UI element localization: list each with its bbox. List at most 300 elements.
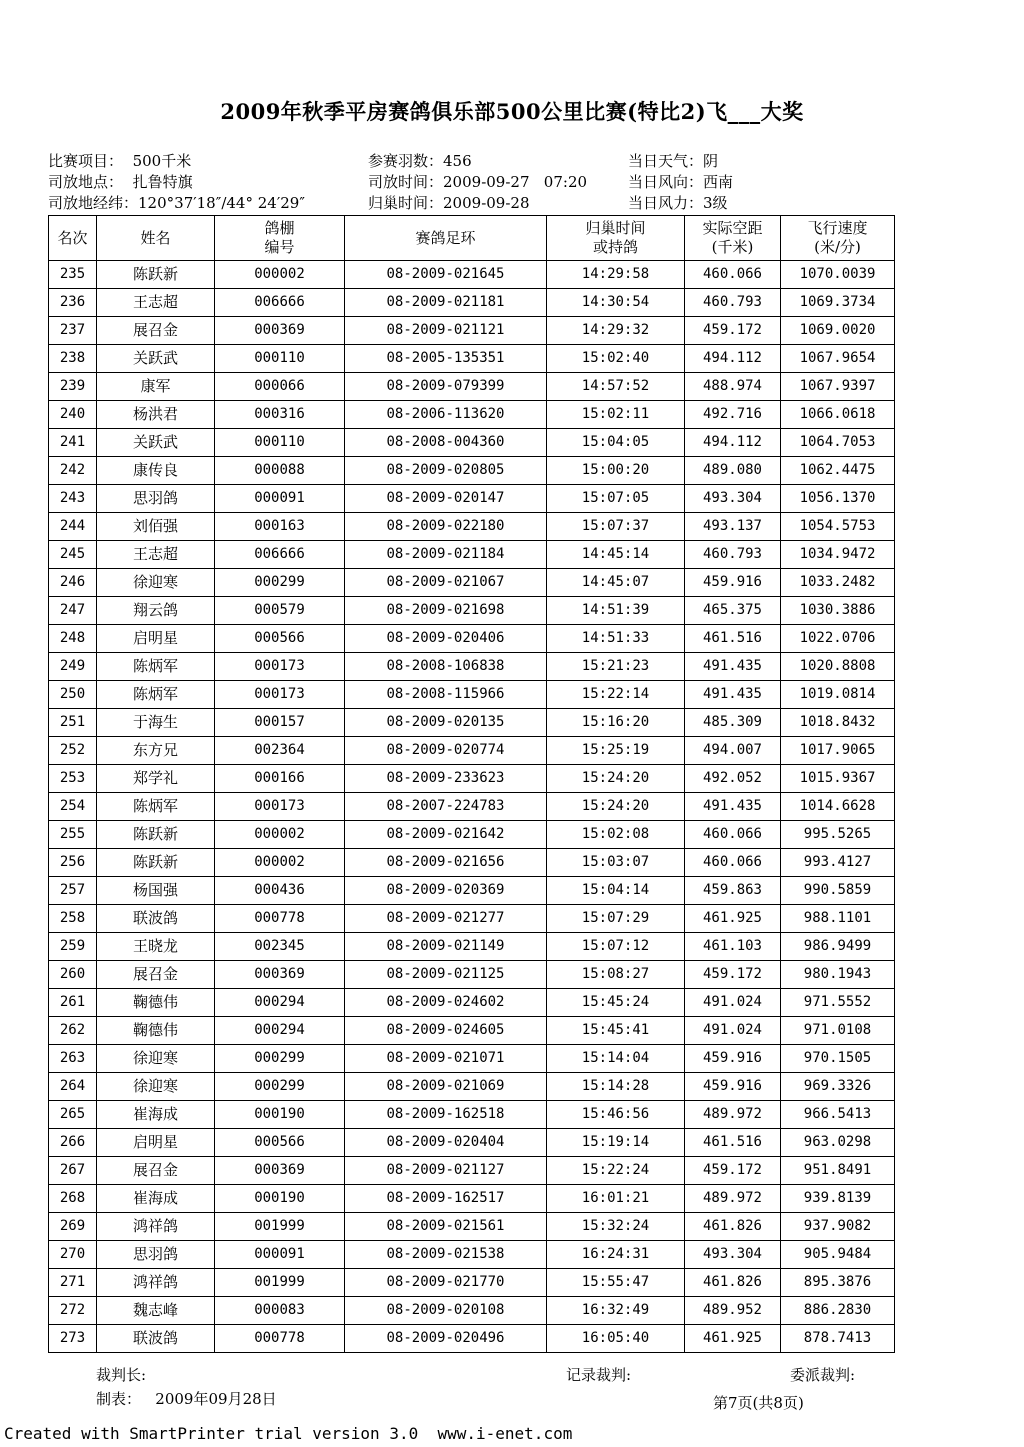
distance-cell: 493.304 xyxy=(685,1241,781,1269)
distance-cell: 494.112 xyxy=(685,345,781,373)
name-cell: 王晓龙 xyxy=(97,933,215,961)
name-cell: 联波鸽 xyxy=(97,1325,215,1353)
speed-cell: 951.8491 xyxy=(781,1157,895,1185)
distance-cell: 491.435 xyxy=(685,793,781,821)
ring-cell: 08-2009-020406 xyxy=(345,625,547,653)
loft-id-cell: 000190 xyxy=(215,1101,345,1129)
speed-cell: 905.9484 xyxy=(781,1241,895,1269)
table-row xyxy=(49,1157,895,1185)
loft-id-cell: 000157 xyxy=(215,709,345,737)
info-release xyxy=(368,171,587,192)
rank-cell: 273 xyxy=(49,1325,97,1353)
table-row xyxy=(49,289,895,317)
return-time-cell: 15:07:29 xyxy=(547,905,685,933)
distance-cell: 461.925 xyxy=(685,1325,781,1353)
ring-cell: 08-2005-135351 xyxy=(345,345,547,373)
header-ring: 赛鸽足环 xyxy=(345,216,547,261)
table-row xyxy=(49,653,895,681)
info-project xyxy=(48,150,191,171)
info-place xyxy=(48,171,193,192)
return-time-cell: 15:22:14 xyxy=(547,681,685,709)
return-time-cell: 15:14:28 xyxy=(547,1073,685,1101)
rank-cell: 262 xyxy=(49,1017,97,1045)
table-row xyxy=(49,1073,895,1101)
ring-cell: 08-2009-021181 xyxy=(345,289,547,317)
speed-cell: 1067.9397 xyxy=(781,373,895,401)
distance-cell: 459.916 xyxy=(685,569,781,597)
speed-cell: 993.4127 xyxy=(781,849,895,877)
coord-value: 120°37′18″/44° 24′29″ xyxy=(138,194,305,212)
ring-cell: 08-2009-020369 xyxy=(345,877,547,905)
ring-cell: 08-2009-020496 xyxy=(345,1325,547,1353)
speed-cell: 937.9082 xyxy=(781,1213,895,1241)
table-row xyxy=(49,765,895,793)
rank-cell: 247 xyxy=(49,597,97,625)
rank-cell: 269 xyxy=(49,1213,97,1241)
distance-cell: 460.793 xyxy=(685,289,781,317)
table-row xyxy=(49,933,895,961)
speed-cell: 939.8139 xyxy=(781,1185,895,1213)
speed-cell: 986.9499 xyxy=(781,933,895,961)
loft-id-cell: 002364 xyxy=(215,737,345,765)
return-time-cell: 15:16:20 xyxy=(547,709,685,737)
loft-id-cell: 000778 xyxy=(215,1325,345,1353)
name-cell: 鞠德伟 xyxy=(97,989,215,1017)
return-time-cell: 15:19:14 xyxy=(547,1129,685,1157)
ring-cell: 08-2009-021149 xyxy=(345,933,547,961)
ring-cell: 08-2009-021184 xyxy=(345,541,547,569)
name-cell: 徐迎寒 xyxy=(97,1045,215,1073)
rank-cell: 263 xyxy=(49,1045,97,1073)
speed-cell: 971.0108 xyxy=(781,1017,895,1045)
place-label: 司放地点： xyxy=(48,173,124,191)
distance-cell: 461.826 xyxy=(685,1213,781,1241)
loft-id-cell: 000566 xyxy=(215,625,345,653)
name-cell: 于海生 xyxy=(97,709,215,737)
distance-cell: 459.863 xyxy=(685,877,781,905)
speed-cell: 1067.9654 xyxy=(781,345,895,373)
results-table xyxy=(48,215,895,1353)
distance-cell: 459.172 xyxy=(685,317,781,345)
ring-cell: 08-2008-106838 xyxy=(345,653,547,681)
table-row xyxy=(49,1213,895,1241)
rank-cell: 238 xyxy=(49,345,97,373)
return-time-cell: 14:30:54 xyxy=(547,289,685,317)
speed-cell: 895.3876 xyxy=(781,1269,895,1297)
loft-id-cell: 000091 xyxy=(215,485,345,513)
name-cell: 思羽鸽 xyxy=(97,485,215,513)
table-row xyxy=(49,1325,895,1353)
loft-id-cell: 000002 xyxy=(215,261,345,289)
ring-cell: 08-2009-020108 xyxy=(345,1297,547,1325)
speed-cell: 969.3326 xyxy=(781,1073,895,1101)
distance-cell: 459.172 xyxy=(685,1157,781,1185)
speed-cell: 1054.5753 xyxy=(781,513,895,541)
loft-id-cell: 000778 xyxy=(215,905,345,933)
speed-cell: 995.5265 xyxy=(781,821,895,849)
return-time-cell: 14:29:32 xyxy=(547,317,685,345)
name-cell: 启明星 xyxy=(97,625,215,653)
table-row xyxy=(49,1185,895,1213)
table-row xyxy=(49,1297,895,1325)
table-row xyxy=(49,1017,895,1045)
loft-id-cell: 006666 xyxy=(215,541,345,569)
table-row xyxy=(49,541,895,569)
rank-cell: 239 xyxy=(49,373,97,401)
name-cell: 杨洪君 xyxy=(97,401,215,429)
loft-id-cell: 000083 xyxy=(215,1297,345,1325)
ring-cell: 08-2009-162517 xyxy=(345,1185,547,1213)
speed-cell: 970.1505 xyxy=(781,1045,895,1073)
distance-cell: 491.024 xyxy=(685,989,781,1017)
rank-cell: 264 xyxy=(49,1073,97,1101)
return-time-cell: 15:24:20 xyxy=(547,765,685,793)
return-time-cell: 15:24:20 xyxy=(547,793,685,821)
loft-id-cell: 000294 xyxy=(215,989,345,1017)
name-cell: 崔海成 xyxy=(97,1101,215,1129)
loft-id-cell: 000166 xyxy=(215,765,345,793)
speed-cell: 1015.9367 xyxy=(781,765,895,793)
speed-cell: 1066.0618 xyxy=(781,401,895,429)
distance-cell: 461.925 xyxy=(685,905,781,933)
table-row xyxy=(49,513,895,541)
loft-id-cell: 000110 xyxy=(215,345,345,373)
rank-cell: 248 xyxy=(49,625,97,653)
rank-cell: 242 xyxy=(49,457,97,485)
loft-id-cell: 000002 xyxy=(215,849,345,877)
name-cell: 东方兄 xyxy=(97,737,215,765)
ring-cell: 08-2009-021277 xyxy=(345,905,547,933)
watermark: Created with SmartPrinter trial version 3.0 www.i-enet.com xyxy=(4,1424,573,1443)
distance-cell: 489.972 xyxy=(685,1101,781,1129)
loft-id-cell: 006666 xyxy=(215,289,345,317)
loft-id-cell: 000299 xyxy=(215,1045,345,1073)
table-row xyxy=(49,597,895,625)
speed-cell: 1030.3886 xyxy=(781,597,895,625)
name-cell: 刘佰强 xyxy=(97,513,215,541)
ring-cell: 08-2009-020147 xyxy=(345,485,547,513)
return-time-cell: 14:51:33 xyxy=(547,625,685,653)
rank-cell: 252 xyxy=(49,737,97,765)
ring-cell: 08-2009-021067 xyxy=(345,569,547,597)
rank-cell: 271 xyxy=(49,1269,97,1297)
return-time-cell: 15:46:56 xyxy=(547,1101,685,1129)
header-loft-id: 鸽棚 编号 xyxy=(215,216,345,261)
rank-cell: 272 xyxy=(49,1297,97,1325)
rank-cell: 256 xyxy=(49,849,97,877)
ring-cell: 08-2009-021642 xyxy=(345,821,547,849)
weather-label: 当日天气： xyxy=(628,152,704,170)
distance-cell: 489.972 xyxy=(685,1185,781,1213)
table-row xyxy=(49,905,895,933)
loft-id-cell: 000369 xyxy=(215,317,345,345)
ring-cell: 08-2009-021127 xyxy=(345,1157,547,1185)
ring-cell: 08-2009-024602 xyxy=(345,989,547,1017)
table-row xyxy=(49,485,895,513)
distance-cell: 459.916 xyxy=(685,1073,781,1101)
table-row xyxy=(49,793,895,821)
loft-id-cell: 000369 xyxy=(215,1157,345,1185)
speed-cell: 878.7413 xyxy=(781,1325,895,1353)
info-count xyxy=(368,150,472,171)
ring-cell: 08-2008-115966 xyxy=(345,681,547,709)
name-cell: 关跃武 xyxy=(97,345,215,373)
name-cell: 关跃武 xyxy=(97,429,215,457)
speed-cell: 1069.3734 xyxy=(781,289,895,317)
ring-cell: 08-2009-021770 xyxy=(345,1269,547,1297)
ring-cell: 08-2009-024605 xyxy=(345,1017,547,1045)
wind-force-label: 当日风力： xyxy=(628,194,704,212)
name-cell: 康军 xyxy=(97,373,215,401)
name-cell: 康传良 xyxy=(97,457,215,485)
rank-cell: 270 xyxy=(49,1241,97,1269)
table-row xyxy=(49,849,895,877)
ring-cell: 08-2009-021538 xyxy=(345,1241,547,1269)
return-time-cell: 14:45:07 xyxy=(547,569,685,597)
loft-id-cell: 000566 xyxy=(215,1129,345,1157)
name-cell: 王志超 xyxy=(97,289,215,317)
table-row xyxy=(49,429,895,457)
wind-force-value: 3级 xyxy=(703,194,728,212)
wind-dir-label: 当日风向： xyxy=(628,173,704,191)
chief-judge-label: 裁判长: xyxy=(96,1366,147,1384)
distance-cell: 459.916 xyxy=(685,1045,781,1073)
loft-id-cell: 000173 xyxy=(215,653,345,681)
return-time-cell: 15:32:24 xyxy=(547,1213,685,1241)
ring-cell: 08-2009-020805 xyxy=(345,457,547,485)
ring-cell: 08-2009-022180 xyxy=(345,513,547,541)
rank-cell: 258 xyxy=(49,905,97,933)
coord-label: 司放地经纬： xyxy=(48,194,139,212)
distance-cell: 488.974 xyxy=(685,373,781,401)
rank-cell: 235 xyxy=(49,261,97,289)
ring-cell: 08-2009-021561 xyxy=(345,1213,547,1241)
loft-id-cell: 000173 xyxy=(215,793,345,821)
name-cell: 徐迎寒 xyxy=(97,1073,215,1101)
speed-cell: 1018.8432 xyxy=(781,709,895,737)
loft-id-cell: 000190 xyxy=(215,1185,345,1213)
header-rank: 名次 xyxy=(49,216,97,261)
distance-cell: 493.137 xyxy=(685,513,781,541)
return-time-cell: 15:22:24 xyxy=(547,1157,685,1185)
return-time-cell: 15:25:19 xyxy=(547,737,685,765)
return-value: 2009-09-28 xyxy=(443,194,530,212)
distance-cell: 492.716 xyxy=(685,401,781,429)
return-time-cell: 14:51:39 xyxy=(547,597,685,625)
ring-cell: 08-2009-020135 xyxy=(345,709,547,737)
return-time-cell: 15:03:07 xyxy=(547,849,685,877)
speed-cell: 966.5413 xyxy=(781,1101,895,1129)
rank-cell: 244 xyxy=(49,513,97,541)
distance-cell: 460.066 xyxy=(685,821,781,849)
speed-cell: 886.2830 xyxy=(781,1297,895,1325)
distance-cell: 489.080 xyxy=(685,457,781,485)
loft-id-cell: 000316 xyxy=(215,401,345,429)
rank-cell: 237 xyxy=(49,317,97,345)
table-row xyxy=(49,1045,895,1073)
release-value: 2009-09-27 07:20 xyxy=(443,173,588,191)
loft-id-cell: 000294 xyxy=(215,1017,345,1045)
table-row xyxy=(49,877,895,905)
return-time-cell: 14:29:58 xyxy=(547,261,685,289)
name-cell: 魏志峰 xyxy=(97,1297,215,1325)
distance-cell: 493.304 xyxy=(685,485,781,513)
name-cell: 陈跃新 xyxy=(97,849,215,877)
rank-cell: 268 xyxy=(49,1185,97,1213)
loft-id-cell: 000088 xyxy=(215,457,345,485)
table-row xyxy=(49,681,895,709)
name-cell: 陈炳军 xyxy=(97,653,215,681)
rank-cell: 245 xyxy=(49,541,97,569)
return-time-cell: 16:24:31 xyxy=(547,1241,685,1269)
distance-cell: 465.375 xyxy=(685,597,781,625)
ring-cell: 08-2009-021069 xyxy=(345,1073,547,1101)
distance-cell: 485.309 xyxy=(685,709,781,737)
ring-cell: 08-2009-021121 xyxy=(345,317,547,345)
return-time-cell: 15:04:05 xyxy=(547,429,685,457)
info-coord xyxy=(48,192,305,213)
loft-id-cell: 002345 xyxy=(215,933,345,961)
ring-cell: 08-2009-020774 xyxy=(345,737,547,765)
rank-cell: 255 xyxy=(49,821,97,849)
ring-cell: 08-2007-224783 xyxy=(345,793,547,821)
ring-cell: 08-2009-021656 xyxy=(345,849,547,877)
count-value: 456 xyxy=(443,152,472,170)
ring-cell: 08-2009-162518 xyxy=(345,1101,547,1129)
rank-cell: 251 xyxy=(49,709,97,737)
info-wind-dir xyxy=(628,171,733,192)
ring-cell: 08-2009-021071 xyxy=(345,1045,547,1073)
table-row xyxy=(49,625,895,653)
rank-cell: 265 xyxy=(49,1101,97,1129)
header-return-time: 归巢时间 或持鸽 xyxy=(547,216,685,261)
speed-cell: 1034.9472 xyxy=(781,541,895,569)
table-row xyxy=(49,261,895,289)
recorder-label: 记录裁判: xyxy=(566,1366,632,1384)
ring-cell: 08-2009-021698 xyxy=(345,597,547,625)
name-cell: 陈跃新 xyxy=(97,261,215,289)
speed-cell: 1019.0814 xyxy=(781,681,895,709)
header-distance: 实际空距 (千米) xyxy=(685,216,781,261)
rank-cell: 259 xyxy=(49,933,97,961)
speed-cell: 1062.4475 xyxy=(781,457,895,485)
rank-cell: 240 xyxy=(49,401,97,429)
name-cell: 展召金 xyxy=(97,961,215,989)
return-time-cell: 15:08:27 xyxy=(547,961,685,989)
speed-cell: 963.0298 xyxy=(781,1129,895,1157)
loft-id-cell: 000579 xyxy=(215,597,345,625)
table-row xyxy=(49,401,895,429)
speed-cell: 1020.8808 xyxy=(781,653,895,681)
project-label: 比赛项目： xyxy=(48,152,124,170)
return-time-cell: 15:21:23 xyxy=(547,653,685,681)
name-cell: 翔云鸽 xyxy=(97,597,215,625)
distance-cell: 489.952 xyxy=(685,1297,781,1325)
name-cell: 陈炳军 xyxy=(97,793,215,821)
speed-cell: 990.5859 xyxy=(781,877,895,905)
name-cell: 杨国强 xyxy=(97,877,215,905)
table-row xyxy=(49,569,895,597)
speed-cell: 1069.0020 xyxy=(781,317,895,345)
rank-cell: 254 xyxy=(49,793,97,821)
loft-id-cell: 000299 xyxy=(215,1073,345,1101)
name-cell: 思羽鸽 xyxy=(97,1241,215,1269)
speed-cell: 988.1101 xyxy=(781,905,895,933)
table-row xyxy=(49,709,895,737)
ring-cell: 08-2009-021645 xyxy=(345,261,547,289)
table-row xyxy=(49,317,895,345)
table-row xyxy=(49,1129,895,1157)
name-cell: 陈跃新 xyxy=(97,821,215,849)
table-row xyxy=(49,821,895,849)
return-time-cell: 15:04:14 xyxy=(547,877,685,905)
rank-cell: 246 xyxy=(49,569,97,597)
loft-id-cell: 000436 xyxy=(215,877,345,905)
distance-cell: 491.024 xyxy=(685,1017,781,1045)
table-header-row xyxy=(49,216,895,261)
rank-cell: 236 xyxy=(49,289,97,317)
distance-cell: 461.516 xyxy=(685,625,781,653)
header-name: 姓名 xyxy=(97,216,215,261)
ring-cell: 08-2006-113620 xyxy=(345,401,547,429)
return-time-cell: 15:02:40 xyxy=(547,345,685,373)
return-time-cell: 16:05:40 xyxy=(547,1325,685,1353)
project-value: 500千米 xyxy=(132,152,192,170)
return-time-cell: 15:55:47 xyxy=(547,1269,685,1297)
loft-id-cell: 000173 xyxy=(215,681,345,709)
distance-cell: 461.826 xyxy=(685,1269,781,1297)
return-time-cell: 15:14:04 xyxy=(547,1045,685,1073)
ring-cell: 08-2009-021125 xyxy=(345,961,547,989)
info-weather xyxy=(628,150,718,171)
distance-cell: 459.172 xyxy=(685,961,781,989)
name-cell: 王志超 xyxy=(97,541,215,569)
distance-cell: 494.112 xyxy=(685,429,781,457)
distance-cell: 494.007 xyxy=(685,737,781,765)
speed-cell: 1033.2482 xyxy=(781,569,895,597)
loft-id-cell: 001999 xyxy=(215,1269,345,1297)
release-label: 司放时间： xyxy=(368,173,444,191)
return-time-cell: 15:45:24 xyxy=(547,989,685,1017)
loft-id-cell: 000299 xyxy=(215,569,345,597)
distance-cell: 460.793 xyxy=(685,541,781,569)
loft-id-cell: 000066 xyxy=(215,373,345,401)
rank-cell: 241 xyxy=(49,429,97,457)
name-cell: 崔海成 xyxy=(97,1185,215,1213)
distance-cell: 461.103 xyxy=(685,933,781,961)
rank-cell: 266 xyxy=(49,1129,97,1157)
return-label: 归巢时间： xyxy=(368,194,444,212)
distance-cell: 491.435 xyxy=(685,681,781,709)
table-row xyxy=(49,989,895,1017)
return-time-cell: 15:07:37 xyxy=(547,513,685,541)
rank-cell: 250 xyxy=(49,681,97,709)
table-row xyxy=(49,1269,895,1297)
return-time-cell: 15:45:41 xyxy=(547,1017,685,1045)
name-cell: 郑学礼 xyxy=(97,765,215,793)
name-cell: 鞠德伟 xyxy=(97,1017,215,1045)
rank-cell: 253 xyxy=(49,765,97,793)
ring-cell: 08-2009-020404 xyxy=(345,1129,547,1157)
return-time-cell: 16:01:21 xyxy=(547,1185,685,1213)
speed-cell: 1070.0039 xyxy=(781,261,895,289)
return-time-cell: 15:07:05 xyxy=(547,485,685,513)
rank-cell: 261 xyxy=(49,989,97,1017)
distance-cell: 460.066 xyxy=(685,261,781,289)
page-title: 2009年秋季平房赛鸽俱乐部500公里比赛(特比2)飞___大奖 xyxy=(220,99,804,124)
info-wind-force xyxy=(628,192,728,213)
page-number: 第7页(共8页) xyxy=(713,1394,804,1412)
